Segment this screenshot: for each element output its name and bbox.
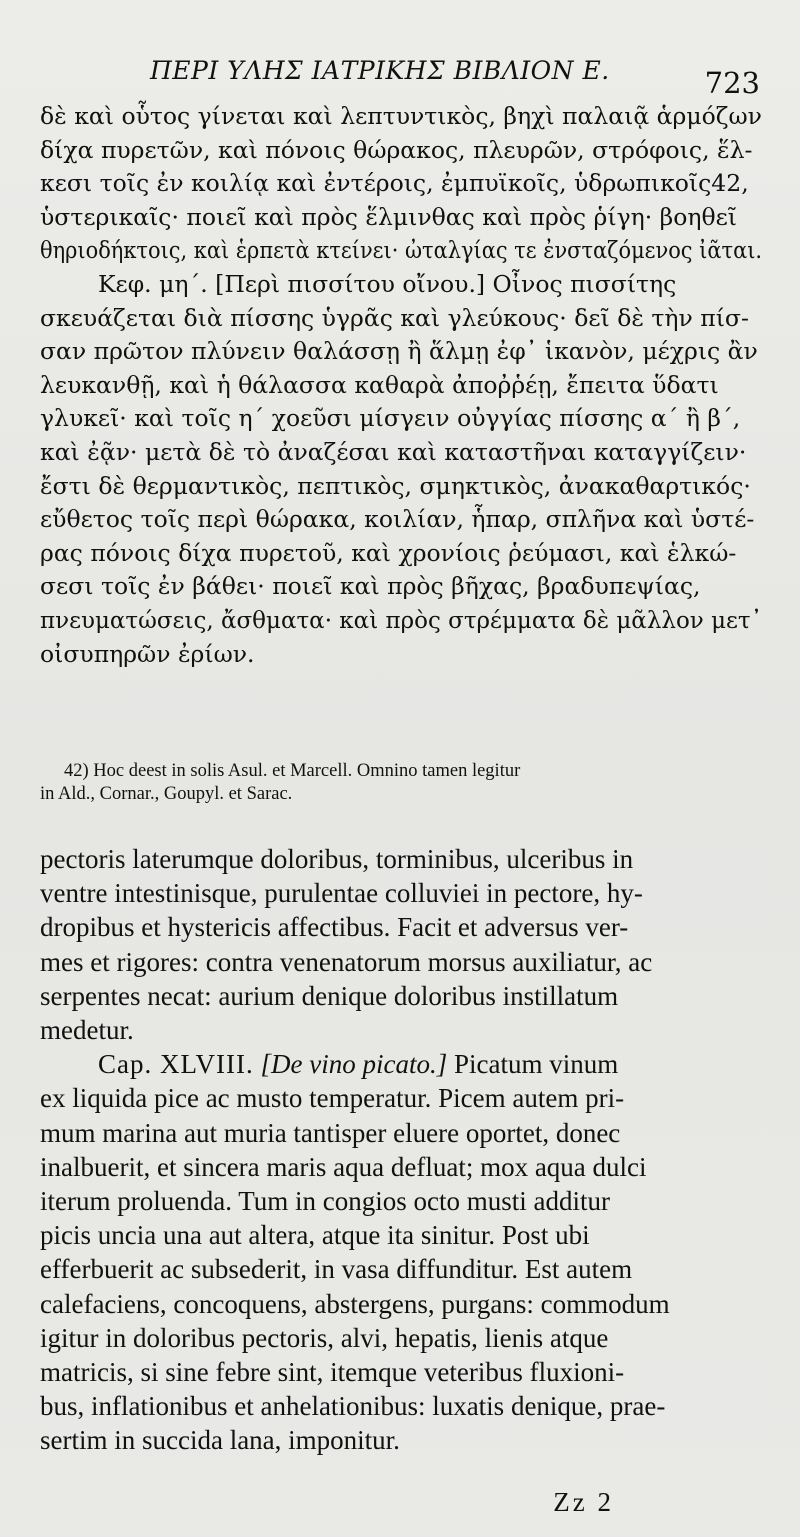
greek-line: δὲ καὶ οὗτος γίνεται καὶ λεπτυντικὸς, βηχὶ παλαιᾷ ἁρμόζων (40, 102, 762, 130)
page-number: 723 (704, 66, 760, 100)
greek-line: οἰσυπηρῶν ἐρίων. (40, 639, 255, 668)
latin-line: ex liquida pice ac musto temperatur. Picem autem pri- (40, 1083, 625, 1114)
greek-line: σεσι τοῖς ἐν βάθει· ποιεῖ καὶ πρὸς βῆχας, βραδυπεψίας, (40, 572, 701, 601)
greek-line: εὔθετος τοῖς περὶ θώρακα, κοιλίαν, ἧπαρ, σπλῆνα καὶ ὑστέ- (40, 505, 755, 534)
latin-line: medetur. (40, 1015, 134, 1046)
latin-line: mum marina aut muria tantisper eluere oportet, donec (40, 1117, 621, 1148)
greek-text (40, 100, 762, 671)
greek-line: δίχα πυρετῶν, καὶ πόνοις θώρακος, πλευρῶν, στρόφοις, ἕλ- (40, 135, 753, 164)
chapter-lead: Picatum vinum (453, 1049, 619, 1080)
latin-line: serpentes necat: aurium denique doloribus instillatum (40, 980, 619, 1011)
latin-line: pectoris laterumque doloribus, torminibus, ulceribus in (40, 844, 634, 874)
latin-text (40, 842, 762, 1458)
greek-line: σκευάζεται διὰ πίσσης ὑγρᾶς καὶ γλεύκους· δεῖ δὲ τὴν πίσ- (40, 303, 749, 332)
footnote-line: in Ald., Cornar., Goupyl. et Sarac. (40, 784, 293, 804)
greek-line: λευκανθῇ, καὶ ἡ θάλασσα καθαρὰ ἀποῤῥέῃ, ἔπειτα ὕδατι (40, 370, 719, 399)
footnote (40, 760, 770, 806)
greek-line: ρας πόνοις δίχα πυρετοῦ, καὶ χρονίοις ῥεύμασι, καὶ ἑλκώ- (40, 538, 737, 567)
chapter-title: [De vino picato.] (260, 1049, 448, 1080)
running-title: ΠΕΡΙ ΥΛΗΣ ΙΑΤΡΙΚΗΣ ΒΙΒΛΙΟΝ Ε. (150, 56, 610, 85)
latin-line: igitur in doloribus pectoris, alvi, hepatis, lienis atque (40, 1322, 609, 1353)
signature-mark: Zz 2 (553, 1487, 614, 1517)
greek-chapter-heading: Κεφ. μη΄. [Περὶ πισσίτου οἴνου.] Οἶνος πισσίτης (98, 269, 677, 298)
latin-line: mes et rigores: contra venenatorum morsus auxiliatur, ac (40, 946, 653, 977)
greek-line: ἔστι δὲ θερμαντικὸς, πεπτικὸς, σμηκτικὸς, ἀνακαθαρτικός· (40, 471, 751, 500)
latin-line: inalbuerit, et sincera maris aqua defluat; mox aqua dulci (40, 1151, 647, 1182)
latin-line: dropibus et hystericis affectibus. Facit et adversus ver- (40, 912, 629, 943)
latin-line: calefaciens, concoquens, abstergens, purgans: commodum (40, 1288, 670, 1319)
greek-line: γλυκεῖ· καὶ τοῖς η΄ χοεῦσι μίσγειν οὐγγίας πίσσης α΄ ἢ β΄, (40, 404, 741, 433)
greek-line: καὶ ἐᾷν· μετὰ δὲ τὸ ἀναζέσαι καὶ καταστῆναι καταγγίζειν· (40, 437, 747, 466)
running-head (150, 56, 760, 100)
greek-line: σαν πρῶτον πλύνειν θαλάσσῃ ἢ ἅλμῃ ἐφ᾿ ἱκανὸν, μέχρις ἂν (40, 337, 758, 366)
chapter-label: Cap. XLVIII. (98, 1049, 254, 1080)
latin-line: bus, inflationibus et anhelationibus: luxatis denique, prae- (40, 1391, 666, 1422)
latin-line: sertim in succida lana, imponitur. (40, 1425, 400, 1456)
footnote-line: 42) Hoc deest in solis Asul. et Marcell. Omnino tamen legitur (64, 761, 521, 781)
greek-line: θηριοδήκτοις, καὶ ἑρπετὰ κτείνει· ὠταλγίας τε ἐνσταζόμενος ἰᾶται. (40, 236, 763, 265)
greek-line: πνευματώσεις, ἄσθματα· καὶ πρὸς στρέμματα δὲ μᾶλλον μετ᾿ (40, 605, 763, 634)
latin-line: ventre intestinisque, purulentae colluviei in pectore, hy- (40, 878, 643, 909)
latin-line: picis uncia una aut altera, atque ita sinitur. Post ubi (40, 1220, 590, 1251)
latin-line: efferbuerit ac subsederit, in vasa diffunditur. Est autem (40, 1254, 633, 1285)
greek-line: κεσι τοῖς ἐν κοιλίᾳ καὶ ἐντέροις, ἐμπυϊκοῖς, ὑδρωπικοῖς42, (40, 169, 749, 198)
greek-line: ὑστερικαῖς· ποιεῖ καὶ πρὸς ἕλμινθας καὶ πρὸς ῥίγη· βοηθεῖ (40, 202, 738, 231)
latin-chapter-heading (40, 1047, 762, 1081)
latin-line: iterum proluenda. Tum in congios octo musti additur (40, 1186, 610, 1217)
latin-line: matricis, si sine febre sint, itemque veteribus fluxioni- (40, 1357, 625, 1388)
